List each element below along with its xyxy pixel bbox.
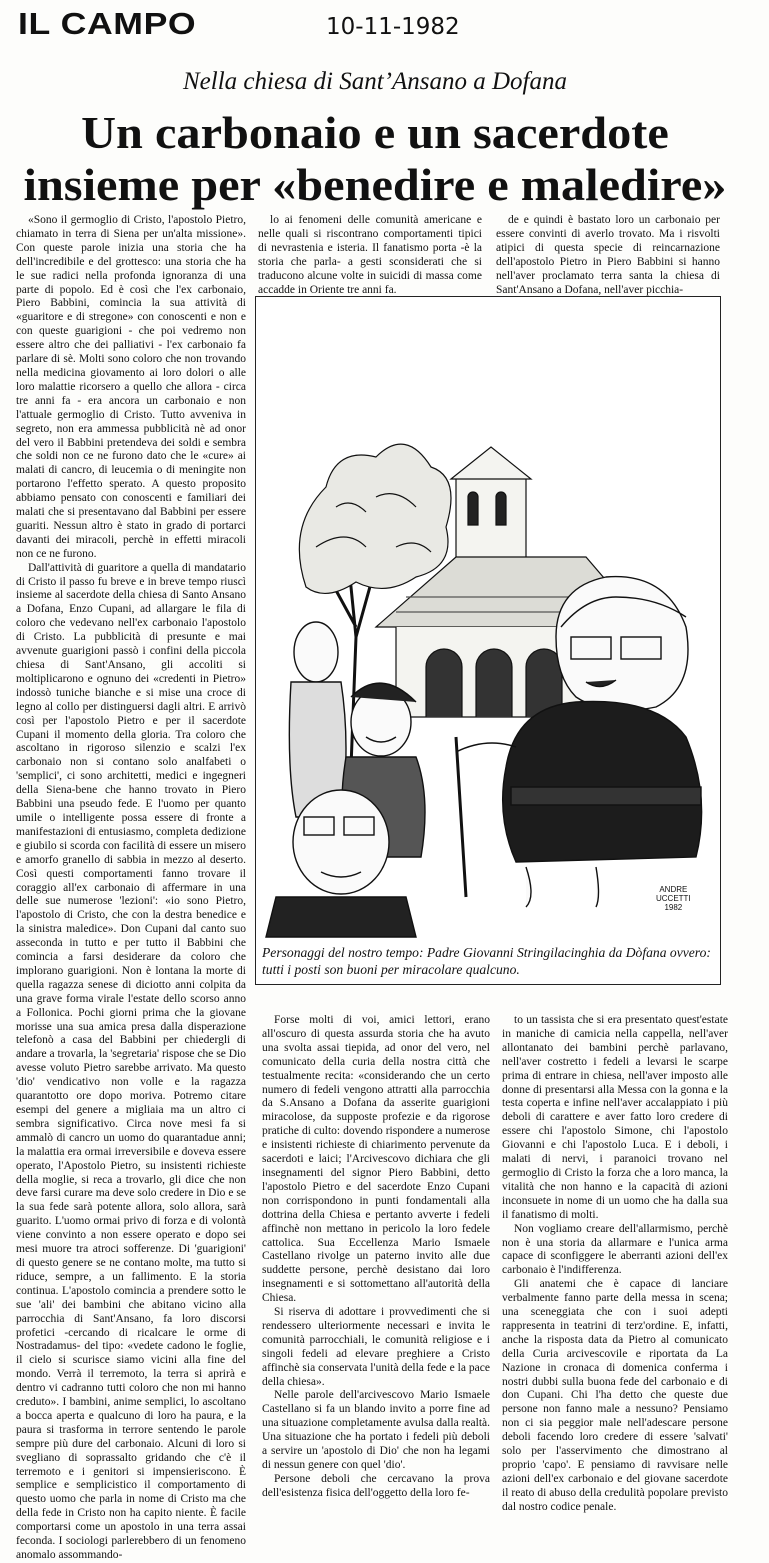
article-paragraph: Gli anatemi che è capace di lanciare verbalmente fanno parte della messa in scena; una sceneggiata che con i suoi adepti rappresenta in teatrini di terz'ordine. E, infatti, anche la risposta data da Pietro al comunicato della Curia arcivescovile e riportata da La Nazione in cronaca di domenica conferma i nostri dubbi sulla buona fede del carbonaio e di don Cupani. Chi l'ha detto che queste due persone non fanno male a nessuno? Pensiamo non ci sia peggior male nell'adescare persone deboli facendo loro credere di essere 'salvati' solo per l'asservimento che dimostrano al proprio 'capo'. E pensiamo di ravvisare nelle azioni dell'ex carbonaio e del giovane sacerdote il reato di abuso della credulità popolare previsto dal nostro codice penale.: [502, 1278, 728, 1513]
article-paragraph: Non vogliamo creare dell'allarmismo, perchè non è una storia da allarmare e l'unica arma capace di sconfiggere le aberranti azioni dell'ex carbonaio è l'indifferenza.: [502, 1222, 728, 1277]
article-column-1: [16, 214, 246, 1561]
article-paragraph: «Sono il germoglio di Cristo, l'apostolo Pietro, chiamato in terra di Siena per un'alta missione». Con queste parole inizia una storia che ha dell'incredibile e del grottesco: una storia che ha le sue radici nella profonda ignoranza di una parte di popolo. Ed è così che l'ex carbonaio, Piero Babbini, comincia la sua attività di «guaritore e di stregone» con conoscenti e non e con queste guarigioni - che poi vedremo non essere altro che dei palliativi - l'ex carbonaio fa parlare di sè. Molti sono coloro che non trovando nella medicina giovamento ai loro dolori o alle loro malattie ricorsero a quello che allora - circa tre anni fa - era ancora un carbonaio e non l'attuale germoglio di Cristo. Tutto avveniva in segreto, non era ammessa pubblicità nè ad onor del vero il Babbini pretendeva dei soldi e sembra che soldi non ce ne furono dato che le «cure» ai malati di cancro, di leucemia o di meningite non portarono l'effetto sperato. A questo proposito abbiamo pensato con conoscenti e familiari dei malati che si presentavano dal Babbini per essere guariti. Nessun altro è stato in grado di portarci davanti dei miracoli, perchè in effetti miracoli non ce ne furono.: [16, 214, 246, 560]
masthead-title: IL CAMPO: [18, 6, 197, 41]
artist-signature: [656, 885, 691, 912]
headline-line-2: insieme per «benedire e maledire»: [23, 159, 727, 210]
article-column-2-bottom: [262, 1014, 490, 1500]
article-column-2-top: [258, 214, 482, 296]
article-paragraph: to un tassista che si era presentato quest'estate in maniche di camicia nella cappella, nell'aver allontanato dei bambini perchè parlavano, nell'aver costretto i fedeli a levarsi le scarpe prima di entrare in chiesa, nell'aver imposto alle donne di presentarsi alla Messa con la gonna e la testa coperta e infine nell'aver accalappiato i più deboli di carattere e aver fatto loro credere di essere chi l'apostolo Simone, chi l'apostolo Giovanni e chi l'apostolo Luca. E i deboli, i malati di nervi, i paranoici trovano nel germoglio di Cristo la forza che a loro manca, la vitalità che non hanno e la capacità di azioni inconsuete in nome di un uomo che ha dalla sua il fanatismo di molti.: [502, 1014, 728, 1221]
article-paragraph: Nelle parole dell'arcivescovo Mario Ismaele Castellano si fa un blando invito a porre fine ad una situazione completamente avulsa dalla realtà. Una situazione che ha portato i fedeli più deboli a servire un 'apostolo di Dio' che non ha legami di nessun genere con quel 'dio'.: [262, 1389, 490, 1471]
signature-name-1: ANDRE: [659, 885, 688, 894]
publication-date: 10-11-1982: [326, 14, 460, 40]
article-paragraph: Si riserva di adottare i provvedimenti che si rendessero ulteriormente necessari e invita le comunità parrocchiali, le comunità religiose e i singoli fedeli ad elevare preghiere a Cristo affinchè sia conservata l'unità della fede e la pace della chiesa».: [262, 1306, 490, 1388]
cartoon-illustration: [255, 296, 721, 985]
article-paragraph: Dall'attività di guaritore a quella di mandatario di Cristo il passo fu breve e in breve tempo riuscì insieme al sacerdote della chiesa di Santo Ansano a Dofana, Enzo Cupani, ad allargare le fila di coloro che vedevano nell'ex carbonaio l'apostolo di Cristo. La pubblicità di presunte e mai avvenute guarigioni passò i confini della piccola chiesa di Sant'Ansano, gli accoliti si moltiplicarono e ognuno dei «credenti in Pietro» indossò tuniche bianche e si mise una croce di legno al collo per distinguersi dagli altri. E arrivò così per l'apostolo Pietro e per il sacerdote Cupani il momento della gloria. Tra coloro che ascoltano in rigoroso silenzio e scalzi l'ex carbonaio non si contano solo analfabeti o 'semplici', ci sono architetti, medici e ingegneri della Siena-bene che hanno trovato in Piero Babbini una pseudo fede. E l'uomo per quanto umile o intelligente possa essere di fronte a manifestazioni di entusiasmo, completa dedizione e giubilo si scorda con facilità di essere un misero e amorfo granello di sabbia in mezzo al deserto. Così questi comportamenti fanno trovare il coraggio all'ex carbonaio di affermare in una delle sue numerose 'lezioni': «io sono Pietro, l'apostolo di Cristo, che con la destra benedice e la sinistra maledice». Don Cupani dal canto suo asseconda in tutto e per tutto il Babbini che comincia a farsi desiderare da coloro che implorano guarigioni. Non è lontana la morte di quella ragazza senese di diciotto anni colpita da una grave forma virale l'estate dello scorso anno a Follonica. Pochi giorni prima che la giovane morisse una sua amica presa dalla disperazione telefonò a casa del Babbini per chiedergli di andare a trovarla, la 'segretaria' rispose che se Dio avesse voluto Pietro sarebbe arrivato. Ma questo 'dio' vendicativo non volle e la ragazza quarantotto ore dopo moriva. Potremo citare esempi del genere a migliaia ma un altro ci sembra significativo. Circa nove mesi fa si ammalò di cancro un uomo do quarantadue anni; la malattia era ormai irreversibile e doveva essere operato, l'Apostolo Pietro, su insistenti richieste della moglie, si reca a trovarlo, gli dice che non deve farsi curare ma deve solo credere in Dio e se la sua fede sarà potente allora, solo allora, sarà guarito. L'uomo ormai privo di forza e di volontà viene convinto a non essere operato e dopo sei mesi muore tra atroci sofferenze. Di 'guarigioni' di questo genere se ne contano molte, ma tutto si riduce, sempre, a un fallimento. E la storia continua. L'apostolo comincia a prendere sotto le sue 'ali' dei bambini che abitano vicino alla parrocchia di Sant'Ansano, fa loro discorsi profetici -cercando di ricalcare le orme di Nostradamus- del tipo: «vedete cadono le foglie, il cielo si scurisce siamo vicini alla fine del mondo. Verrà il terremoto, la terra si aprirà e dentro vi cadranno tutti coloro che non mi hanno creduto». I bambini, anime semplici, lo ascoltano a bocca aperta e qualcuno di loro ha paura, e la paura si trasforma in terrore sentendo le parole sempre più dure del carbonaio. Alcuni di loro si svegliano di soprassalto gridando che c'è il terremoto e i genitori si impensieriscono. È semplice e semplicistico il comportamento di questo uomo che parla in nome di Cristo ma che della fede in Cristo non ha capito niente. È facile comportarsi come un apostolo in una terra assai feconda. I sociologi parlerebbero di un fenomeno anomalo assommando-: [16, 561, 246, 1561]
article-paragraph: Forse molti di voi, amici lettori, erano all'oscuro di questa assurda storia che ha avuto una svolta assai tiepida, ad onor del vero, nel comunicato della curia della nostra città che testualmente recita: «considerando che un certo numero di fedeli vengono attratti alla parrocchia da S.Ansano a Dofana da asserite guarigioni miracolose, da supposte profezie e da rigorose pratiche di culto: dovendo rispondere a numerose e insistenti richieste di chiarimento pervenute da sacerdoti e laici; l'Arcivescovo dichiara che gli insegnamenti del signor Piero Babbini, detto l'apostolo Pietro e del sacerdote Enzo Cupani non corrispondono in punti fondamentali alla dottrina della Chiesa e pertanto avverte i fedeli affinchè non mettano in pericolo la loro fedele cattolica. Sua Eccellenza Mario Ismaele Castellano rivolge un paterno invito alle due suddette persone, perchè desistano dai loro insegnamenti e si sottomettano all'autorità della Chiesa.: [262, 1014, 490, 1305]
article-paragraph: de e quindi è bastato loro un carbonaio per essere convinti di averlo trovato. Ma i risvolti atipici di questa specie di reincarnazione dell'apostolo Pietro in Piero Babbini si hanno nell'aver proclamato terra santa la chiesa di Sant'Ansano a Dofana, nell'aver picchia-: [496, 214, 720, 296]
article-kicker: Nella chiesa di Sant’Ansano a Dofana: [183, 68, 567, 95]
figure-bald-man: [289, 622, 346, 817]
cartoon-drawing: [256, 297, 720, 937]
headline-line-1: Un carbonaio e un sacerdote: [81, 107, 669, 158]
article-paragraph: Persone deboli che cercavano la prova dell'esistenza fisica dell'oggetto della loro fe-: [262, 1472, 490, 1499]
article-paragraph: lo ai fenomeni delle comunità americane e nelle quali si riscontrano comportamenti tipici di nevrastenia e isteria. Il fanatismo porta -è la storia che parla- a gesti sconsiderati che si traducono alcune volte in suicidi di massa come accadde in Oriente tre anni fa.: [258, 214, 482, 296]
article-column-3-top: [496, 214, 720, 296]
cartoon-caption: Personaggi del nostro tempo: Padre Giovanni Stringilacinghia da Dòfana ovvero: tutti i posti son buoni per miracolare qualcuno.: [262, 945, 711, 977]
signature-year: 1982: [664, 903, 683, 912]
signature-name-2: UCCETTI: [656, 894, 691, 903]
article-column-3-bottom: [502, 1014, 728, 1513]
